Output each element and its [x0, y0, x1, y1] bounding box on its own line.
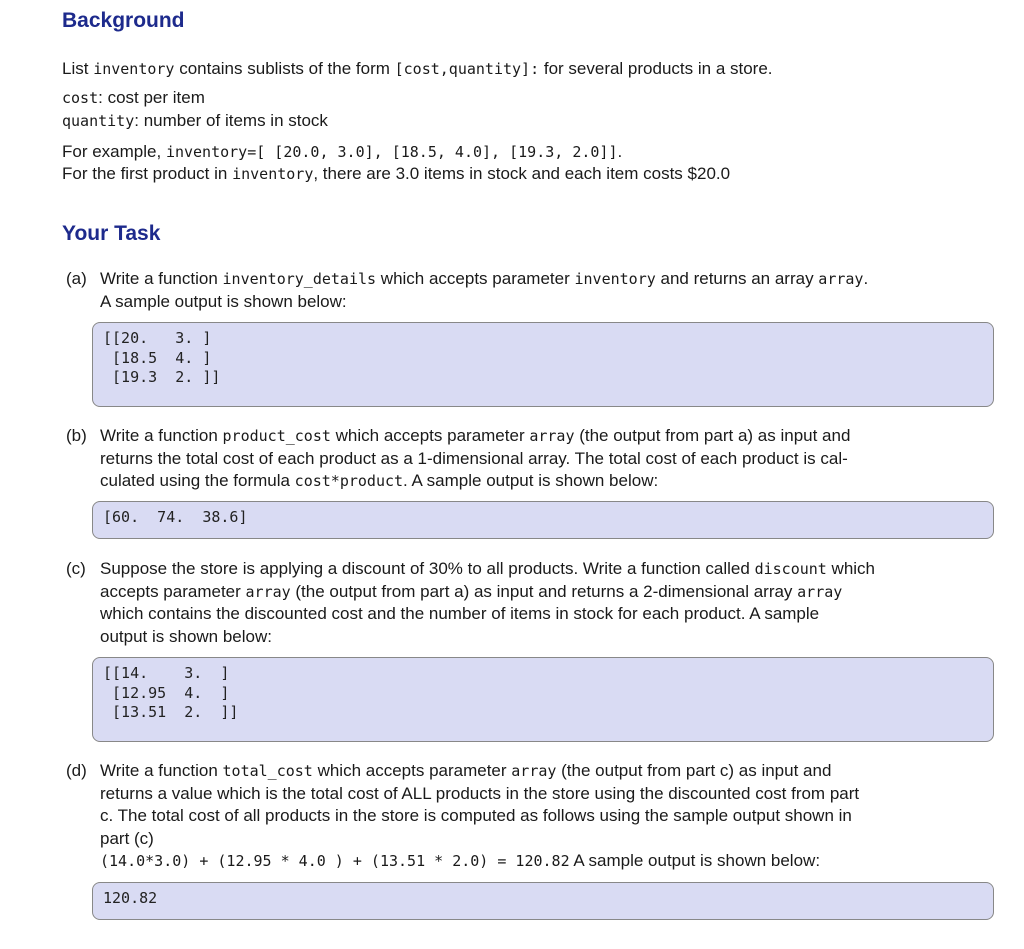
text: (the output from part c) as input and [556, 761, 832, 780]
sample-output: [[14. 3. ] [12.95 4. ] [13.51 2. ]] [103, 664, 239, 721]
code-example: inventory=[ [20.0, 3.0], [18.5, 4.0], [19.3, 2.0]] [165, 143, 618, 161]
code-array: array [818, 270, 864, 288]
code-cost: cost [62, 89, 99, 107]
code-formula: cost*product [294, 472, 404, 490]
quantity-definition [62, 110, 328, 132]
text: A sample output is shown below: [569, 851, 821, 870]
cost-definition [62, 87, 205, 109]
text: culated using the formula [100, 471, 295, 490]
part-c-label: (c) [66, 559, 86, 578]
part-d-text [100, 760, 988, 873]
text: , there are 3.0 items in stock and each item costs $20.0 [313, 164, 731, 183]
text: . [863, 269, 869, 288]
part-b-output-box [92, 501, 994, 539]
part-b-label: (b) [66, 426, 87, 445]
text: . A sample output is shown below: [403, 471, 659, 490]
code-array: array [797, 582, 843, 601]
text: List [62, 59, 94, 78]
text: contains sublists of the form [174, 59, 395, 78]
text: which [826, 559, 876, 578]
part-a-label: (a) [66, 269, 87, 288]
sample-output: [[20. 3. ] [18.5 4. ] [19.3 2. ]] [103, 329, 221, 386]
sample-output: [60. 74. 38.6] [103, 508, 248, 526]
text: (the output from part a) as input and returns a 2-dimensional array [290, 581, 798, 601]
code-product-cost: product_cost [222, 427, 331, 445]
part-d-output-box [92, 882, 994, 920]
text: (the output from part a) as input and [574, 426, 851, 445]
text: : number of items in stock [134, 111, 328, 130]
part-a-text [100, 268, 988, 313]
part-c-text [100, 558, 988, 648]
text: : cost per item [98, 88, 205, 107]
text: which accepts parameter [330, 426, 530, 445]
text: . [617, 142, 623, 161]
code-total-cost: total_cost [222, 762, 313, 780]
text: returns the total cost of each product as a 1-dimensional array. The total cost of each product is cal- [100, 448, 848, 468]
code-inventory-details: inventory_details [222, 270, 377, 288]
code-array: array [511, 762, 557, 780]
part-c-output-box [92, 657, 994, 742]
part-b-text [100, 425, 988, 493]
text: Write a function [100, 761, 223, 780]
text: Write a function [100, 426, 223, 445]
first-product-line [62, 163, 730, 185]
text: which accepts parameter [312, 761, 512, 780]
text: for several products in a store. [539, 59, 773, 78]
text: and returns an array [655, 269, 819, 288]
text: output is shown below: [100, 626, 272, 646]
code-array: array [245, 582, 291, 601]
code-formula: (14.0*3.0) + (12.95 * 4.0 ) + (13.51 * 2.0) = 120.82 [100, 852, 570, 870]
text: Suppose the store is applying a discount of 30% to all products. Write a function called [100, 559, 755, 578]
text: A sample output is shown below: [100, 291, 347, 311]
code-inventory: inventory [232, 165, 314, 183]
text: returns a value which is the total cost of ALL products in the store using the discounted cost from part [100, 783, 860, 803]
part-d-label: (d) [66, 761, 87, 780]
background-line-1 [62, 58, 773, 80]
code-discount: discount [754, 560, 827, 578]
text: which accepts parameter [376, 269, 575, 288]
code-quantity: quantity [62, 112, 135, 130]
text: part (c) [100, 828, 154, 848]
text: c. The total cost of all products in the store is computed as follows using the sample output shown in [100, 806, 852, 825]
sample-output: 120.82 [103, 889, 158, 907]
code-array: array [529, 427, 575, 445]
text: For example, [62, 142, 166, 161]
code-inventory: inventory [574, 270, 656, 288]
text: For the first product in [62, 164, 233, 183]
text: Write a function [100, 269, 223, 288]
task-heading: Your Task [62, 222, 161, 245]
part-a-output-box [92, 322, 994, 407]
example-line [62, 141, 622, 163]
text: accepts parameter [100, 581, 246, 601]
code-cost-quantity: [cost,quantity]: [394, 60, 540, 78]
code-inventory: inventory [93, 60, 175, 78]
text: which contains the discounted cost and the number of items in stock for each product. A sample [100, 604, 820, 623]
background-heading: Background [62, 9, 185, 32]
